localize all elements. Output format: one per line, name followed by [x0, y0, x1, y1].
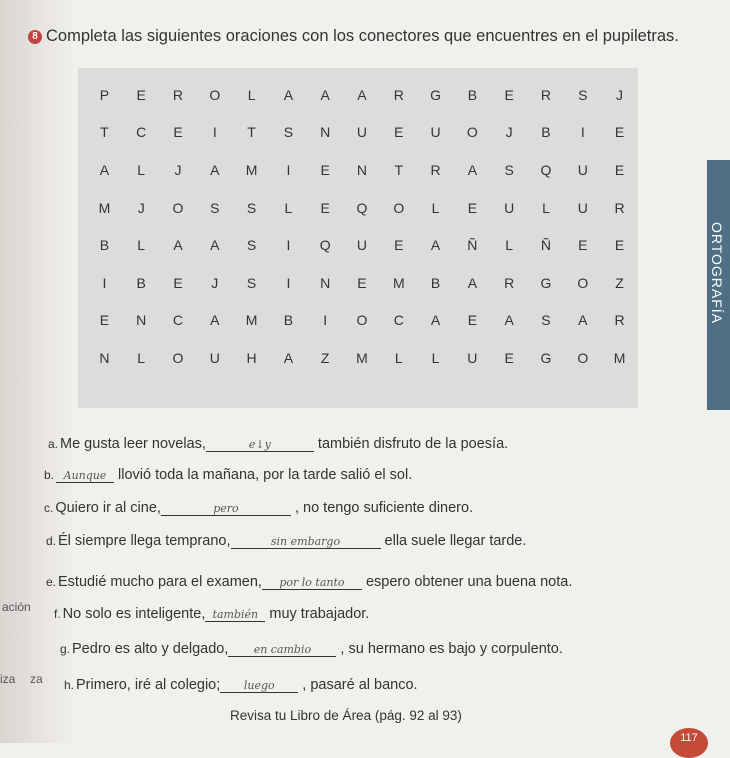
- grid-cell: P: [99, 86, 110, 103]
- grid-cell: E: [504, 349, 514, 366]
- grid-cell: E: [173, 124, 183, 141]
- sentence-item: [60, 641, 563, 657]
- grid-cell: A: [578, 312, 588, 329]
- grid-cell: S: [504, 161, 514, 178]
- grid-cell: B: [136, 274, 146, 291]
- grid-cell: R: [393, 86, 404, 103]
- sentence-letter: b.: [44, 468, 55, 482]
- grid-cell: I: [212, 124, 217, 141]
- grid-cell: G: [430, 86, 442, 103]
- grid-cell: E: [394, 124, 404, 141]
- sentence-text-before: Quiero ir al cine,: [55, 500, 161, 516]
- grid-cell: B: [283, 312, 294, 329]
- grid-cell: N: [136, 312, 147, 329]
- grid-cell: E: [504, 86, 514, 103]
- grid-cell: A: [467, 274, 478, 291]
- grid-row: [86, 226, 638, 264]
- sentence-text-after: , pasaré al banco.: [298, 677, 418, 693]
- grid-cell: J: [505, 124, 513, 141]
- footer-note: Revisa tu Libro de Área (pág. 92 al 93): [230, 708, 462, 723]
- grid-cell: E: [320, 161, 330, 178]
- sentence-letter: h.: [64, 678, 75, 692]
- grid-cell: E: [357, 274, 367, 291]
- sentence-text-before: Me gusta leer novelas,: [60, 436, 206, 452]
- grid-cell: S: [246, 274, 257, 291]
- grid-cell: R: [614, 312, 625, 329]
- grid-cell: U: [577, 199, 588, 216]
- grid-cell: J: [211, 274, 219, 291]
- grid-row: [86, 302, 638, 340]
- grid-cell: Ñ: [540, 237, 552, 254]
- grid-cell: U: [577, 161, 588, 178]
- grid-cell: J: [174, 161, 182, 178]
- grid-cell: U: [504, 199, 515, 216]
- grid-cell: M: [98, 199, 111, 216]
- grid-row: [86, 151, 638, 189]
- grid-cell: M: [613, 349, 626, 366]
- grid-cell: N: [356, 161, 368, 178]
- grid-cell: L: [431, 349, 440, 366]
- margin-note: ación: [2, 600, 31, 614]
- grid-cell: O: [356, 312, 368, 329]
- sentence-letter: c.: [44, 501, 54, 515]
- grid-row: [86, 76, 638, 114]
- grid-cell: M: [356, 349, 368, 366]
- sentence-item: [46, 533, 526, 549]
- grid-cell: S: [283, 124, 294, 141]
- sentence-text-after: llovió toda la mañana, por la tarde salió el sol.: [114, 467, 413, 483]
- grid-cell: T: [247, 124, 256, 141]
- sentence-text-after: ella suele llegar tarde.: [380, 533, 527, 549]
- grid-cell: J: [137, 199, 145, 216]
- grid-cell: I: [580, 124, 585, 141]
- grid-cell: E: [614, 124, 625, 141]
- grid-cell: E: [467, 199, 478, 216]
- grid-cell: I: [286, 274, 291, 291]
- grid-cell: I: [286, 237, 291, 254]
- grid-cell: L: [247, 86, 256, 103]
- grid-cell: E: [136, 86, 146, 103]
- grid-cell: B: [467, 86, 478, 103]
- grid-cell: B: [99, 237, 110, 254]
- grid-cell: N: [99, 349, 110, 366]
- answer-blank[interactable]: en cambio: [228, 643, 336, 657]
- answer-blank[interactable]: luego: [220, 679, 298, 693]
- answer-blank[interactable]: e↓y: [206, 438, 314, 452]
- grid-cell: L: [431, 199, 440, 216]
- grid-cell: O: [172, 199, 184, 216]
- grid-row: [86, 189, 638, 227]
- grid-cell: A: [283, 349, 294, 366]
- grid-cell: T: [394, 161, 404, 178]
- grid-cell: N: [320, 124, 331, 141]
- grid-cell: L: [394, 349, 403, 366]
- grid-cell: O: [172, 349, 184, 366]
- grid-cell: O: [209, 86, 221, 103]
- grid-cell: Z: [320, 349, 330, 366]
- side-tab-label-wrap: [707, 160, 730, 410]
- grid-cell: J: [616, 86, 624, 103]
- margin-note: za: [30, 672, 43, 686]
- grid-cell: E: [578, 237, 588, 254]
- grid-cell: G: [540, 349, 552, 366]
- grid-cell: I: [323, 312, 328, 329]
- grid-cell: O: [577, 274, 589, 291]
- answer-blank[interactable]: pero: [161, 502, 291, 516]
- grid-cell: S: [246, 237, 257, 254]
- grid-cell: A: [504, 312, 514, 329]
- grid-cell: Ñ: [467, 237, 478, 254]
- grid-cell: A: [357, 86, 367, 103]
- exercise-number-badge: 8: [28, 30, 42, 44]
- grid-cell: E: [614, 161, 625, 178]
- grid-cell: O: [466, 124, 478, 141]
- grid-cell: Z: [615, 274, 624, 291]
- grid-cell: R: [540, 86, 552, 103]
- grid-cell: E: [173, 274, 183, 291]
- grid-cell: A: [99, 161, 110, 178]
- grid-cell: I: [102, 274, 107, 291]
- grid-cell: A: [210, 237, 220, 254]
- sentence-text-after: espero obtener una buena nota.: [361, 574, 573, 590]
- sentence-letter: f.: [54, 607, 61, 621]
- grid-cell: A: [283, 86, 294, 103]
- page-left-shadow: [0, 0, 75, 743]
- page-number: 117: [670, 728, 708, 758]
- sentence-text-before: No solo es inteligente,: [62, 606, 206, 622]
- grid-cell: M: [245, 161, 258, 178]
- sentence-item: [48, 436, 508, 452]
- grid-cell: N: [320, 274, 331, 291]
- answer-blank[interactable]: por lo tanto: [262, 576, 362, 590]
- grid-cell: C: [172, 312, 184, 329]
- grid-cell: L: [137, 237, 146, 254]
- grid-cell: T: [100, 124, 109, 141]
- sentence-text-after: muy trabajador.: [265, 606, 370, 622]
- grid-cell: A: [467, 161, 478, 178]
- grid-cell: S: [541, 312, 551, 329]
- sentence-letter: e.: [46, 575, 57, 589]
- grid-cell: C: [393, 312, 404, 329]
- grid-cell: R: [430, 161, 441, 178]
- grid-cell: L: [137, 349, 146, 366]
- grid-cell: Q: [319, 237, 331, 254]
- word-search-panel: [78, 68, 638, 408]
- grid-cell: A: [430, 237, 441, 254]
- grid-cell: E: [99, 312, 110, 329]
- grid-cell: Q: [356, 199, 368, 216]
- grid-cell: U: [209, 349, 220, 366]
- grid-cell: S: [210, 199, 220, 216]
- grid-cell: E: [467, 312, 478, 329]
- grid-cell: G: [540, 274, 552, 291]
- sentence-text-before: Estudié mucho para el examen,: [58, 574, 262, 590]
- grid-cell: A: [210, 161, 220, 178]
- grid-cell: A: [430, 312, 441, 329]
- grid-cell: A: [173, 237, 183, 254]
- grid-cell: R: [172, 86, 184, 103]
- grid-cell: I: [286, 161, 291, 178]
- grid-cell: E: [614, 237, 625, 254]
- grid-cell: M: [392, 274, 405, 291]
- sentence-letter: a.: [48, 437, 59, 451]
- grid-row: [86, 114, 638, 152]
- grid-cell: H: [246, 349, 257, 366]
- sentence-text-before: Primero, iré al colegio;: [76, 677, 221, 693]
- grid-cell: C: [136, 124, 147, 141]
- grid-cell: E: [394, 237, 404, 254]
- sentence-item: [44, 500, 473, 516]
- grid-cell: S: [246, 199, 257, 216]
- sentence-item: [54, 606, 369, 622]
- word-search-grid: [86, 76, 638, 377]
- grid-cell: M: [245, 312, 258, 329]
- sentence-letter: d.: [46, 534, 57, 548]
- sentence-item: [64, 677, 418, 693]
- grid-cell: O: [577, 349, 589, 366]
- answer-blank[interactable]: sin embargo: [231, 535, 381, 549]
- grid-cell: U: [356, 124, 368, 141]
- side-tab-label: ORTOGRAFÍA: [709, 221, 725, 325]
- margin-note: iza: [0, 672, 16, 686]
- answer-blank[interactable]: Aunque: [56, 469, 114, 483]
- grid-cell: A: [320, 86, 330, 103]
- sentence-text-after: también disfruto de la poesía.: [313, 436, 509, 452]
- sentence-letter: g.: [60, 642, 71, 656]
- grid-row: [86, 264, 638, 302]
- grid-cell: R: [614, 199, 625, 216]
- grid-cell: L: [137, 161, 146, 178]
- grid-cell: U: [430, 124, 441, 141]
- grid-cell: O: [393, 199, 405, 216]
- grid-cell: A: [210, 312, 220, 329]
- grid-cell: R: [504, 274, 515, 291]
- exercise-instruction: Completa las siguientes oraciones con los conectores que encuentres en el pupiletras.: [46, 27, 679, 45]
- sentence-text-before: Él siempre llega temprano,: [58, 533, 231, 549]
- grid-cell: L: [284, 199, 293, 216]
- sentence-item: [46, 574, 572, 590]
- grid-cell: B: [430, 274, 441, 291]
- sentence-text-after: , su hermano es bajo y corpulento.: [336, 641, 563, 657]
- grid-cell: Q: [540, 161, 552, 178]
- grid-cell: E: [320, 199, 330, 216]
- grid-cell: U: [356, 237, 368, 254]
- grid-cell: S: [578, 86, 588, 103]
- grid-cell: L: [505, 237, 514, 254]
- sentence-text-after: , no tengo suficiente dinero.: [290, 500, 474, 516]
- grid-row: [86, 339, 638, 377]
- grid-cell: B: [541, 124, 551, 141]
- grid-cell: L: [542, 199, 550, 216]
- answer-blank[interactable]: también: [205, 608, 265, 622]
- sentence-text-before: Pedro es alto y delgado,: [72, 641, 229, 657]
- grid-cell: U: [467, 349, 478, 366]
- sentence-item: [44, 467, 412, 483]
